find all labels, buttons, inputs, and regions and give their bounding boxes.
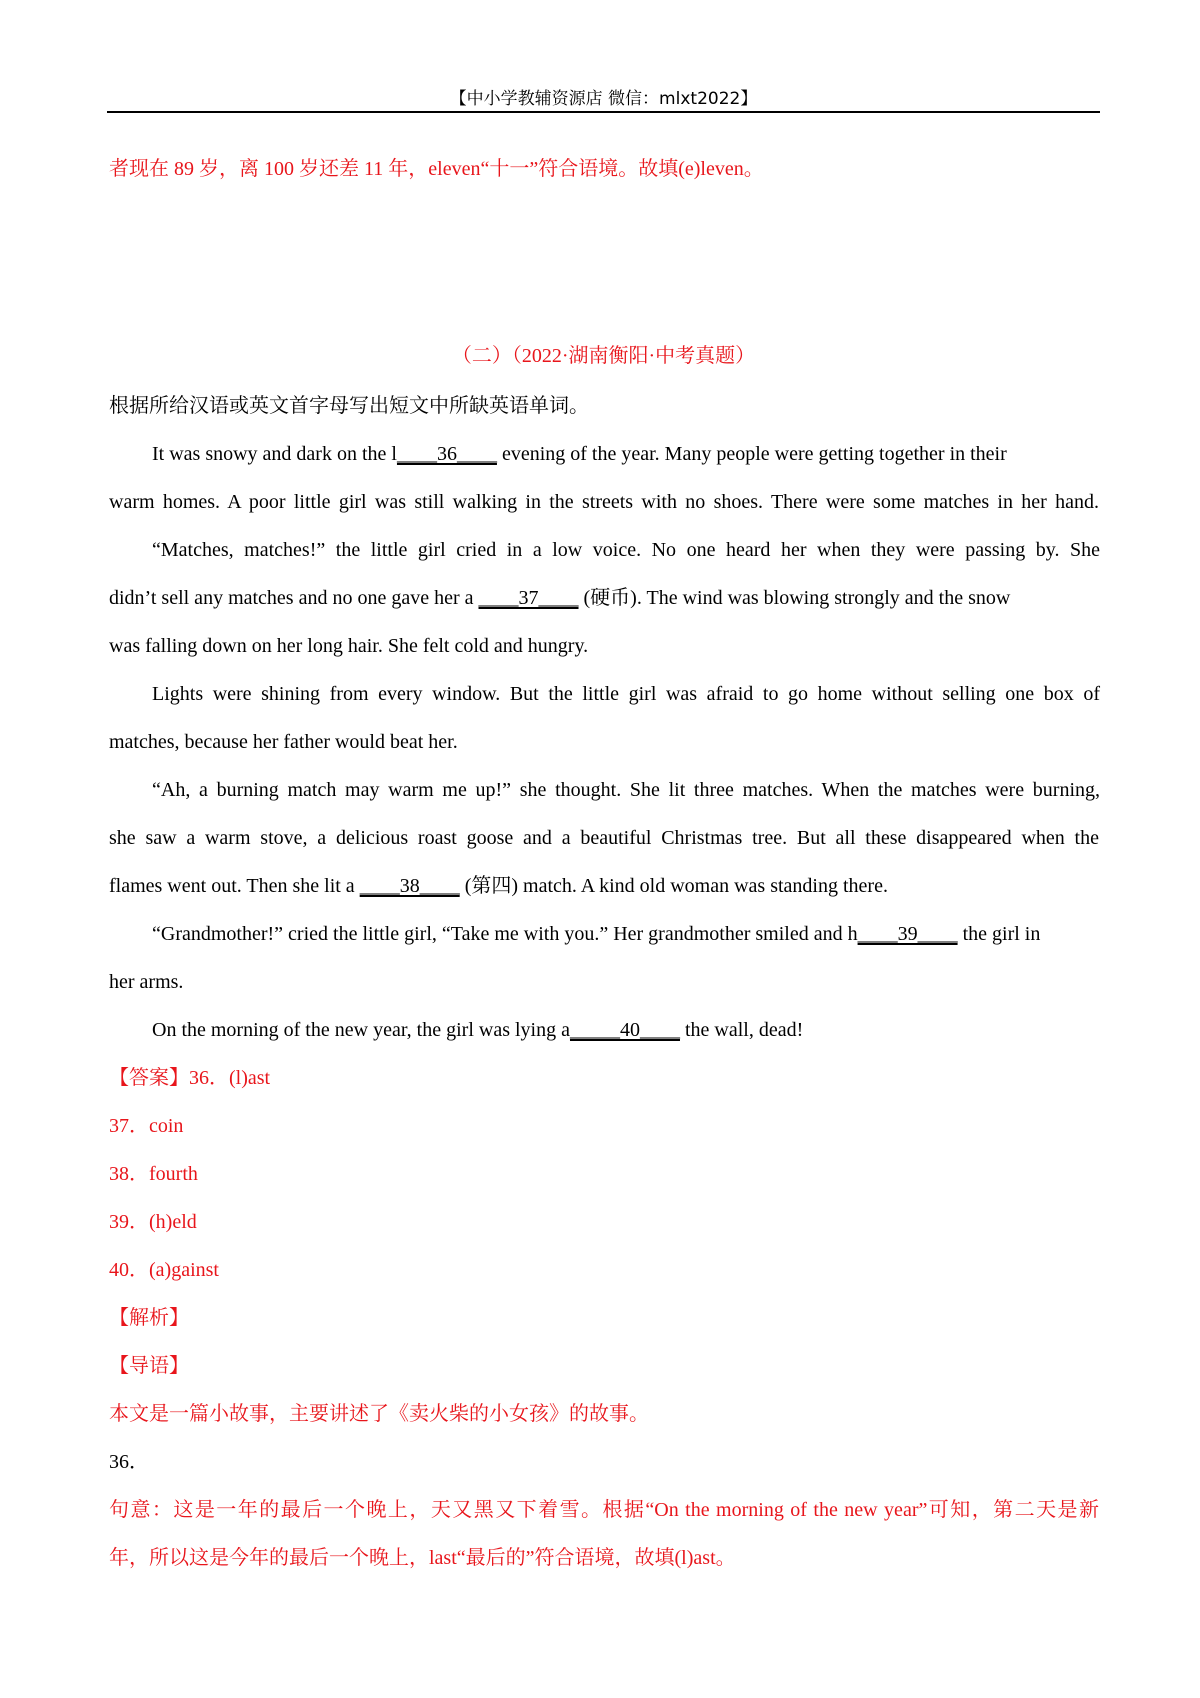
answer-label: 【答案】 [109, 1067, 189, 1089]
q36-explanation-line1: 句意：这是一年的最后一个晚上，天又黑又下着雪。根据“On the morning of the new year”可知，第二天是新 [109, 1499, 1099, 1521]
passage-p4-line2: she saw a warm stove, a delicious roast goose and a beautiful Christmas tree. But all these disappeared when the [109, 827, 1099, 849]
passage-text: the wall, dead! [679, 1019, 804, 1041]
answer-36: 36．(l)ast [189, 1067, 271, 1089]
blank-40: _____40____ [569, 1019, 680, 1041]
analysis-label: 【解析】 [109, 1307, 189, 1329]
q36-label: 36． [109, 1451, 149, 1473]
header-rule [107, 111, 1100, 113]
answer-40: 40．(a)gainst [109, 1259, 219, 1281]
passage-p4-line1: “Ah, a burning match may warm me up!” she thought. She lit three matches. When the matches were burning, [152, 779, 1100, 801]
blank-39: ____39____ [857, 923, 958, 945]
passage-p2-line3: was falling down on her long hair. She felt cold and hungry. [109, 635, 589, 657]
passage-text: (第四) match. A kind old woman was standing there. [459, 875, 888, 897]
q36-explanation-line2: 年，所以这是今年的最后一个晚上，last“最后的”符合语境，故填(l)ast。 [109, 1547, 736, 1569]
passage-text: flames went out. Then she lit a [109, 875, 360, 897]
passage-p1-line2: warm homes. A poor little girl was still walking in the streets with no shoes. There were some matches in her hand. [109, 491, 1099, 513]
passage-p2-line1: “Matches, matches!” the little girl cried in a low voice. No one heard her when they were passing by. She [152, 539, 1100, 561]
passage-text: the girl in [957, 923, 1041, 945]
passage-p3-line2: matches, because her father would beat her. [109, 731, 458, 753]
guide-text: 本文是一篇小故事，主要讲述了《卖火柴的小女孩》的故事。 [109, 1403, 649, 1425]
passage-text: (硬币). The wind was blowing strongly and the snow [578, 587, 1011, 609]
blank-38: ____38____ [359, 875, 460, 897]
previous-answer-line: 者现在 89 岁，离 100 岁还差 11 年，eleven“十一”符合语境。故填(e)leven。 [109, 158, 764, 180]
guide-label: 【导语】 [109, 1355, 189, 1377]
passage-text: didn’t sell any matches and no one gave her a [109, 587, 479, 609]
passage-p5-line2: her arms. [109, 971, 184, 993]
passage-p2-line2 [109, 584, 1099, 612]
passage-p1-line1 [152, 440, 1100, 468]
answer-38: 38．fourth [109, 1163, 198, 1185]
section-title: （二）（2022·湖南衡阳·中考真题） [451, 345, 756, 367]
blank-36: ____36____ [396, 443, 497, 465]
passage-p3-line1: Lights were shining from every window. But the little girl was afraid to go home without selling one box of [152, 683, 1100, 705]
passage-text: “Grandmother!” cried the little girl, “Take me with you.” Her grandmother smiled and h [152, 923, 858, 945]
passage-p6-line1 [152, 1016, 1100, 1044]
passage-text: It was snowy and dark on the l [152, 443, 397, 465]
instruction-line: 根据所给汉语或英文首字母写出短文中所缺英语单词。 [109, 395, 589, 417]
passage-p5-line1 [152, 920, 1100, 948]
passage-text: On the morning of the new year, the girl was lying a [152, 1019, 570, 1041]
passage-text: evening of the year. Many people were getting together in their [496, 443, 1007, 465]
answer-37: 37．coin [109, 1115, 184, 1137]
answer-39: 39．(h)eld [109, 1211, 197, 1233]
passage-p4-line3 [109, 872, 1099, 900]
answer-line-36 [109, 1064, 1099, 1092]
blank-37: ____37____ [478, 587, 579, 609]
page-header: 【中小学教辅资源店 微信：mlxt2022】 [449, 89, 758, 109]
